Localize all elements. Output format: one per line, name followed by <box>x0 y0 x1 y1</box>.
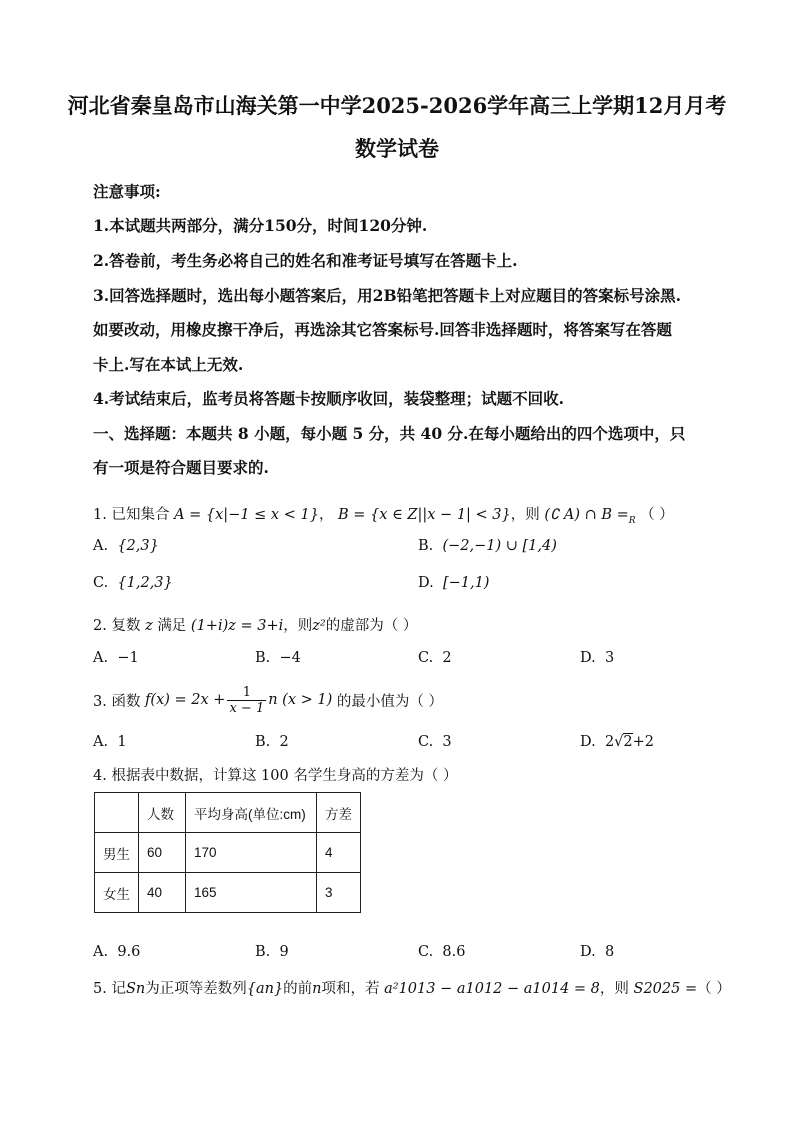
q2-option-a <box>93 650 139 666</box>
q2-stem <box>93 614 417 635</box>
q3-option-d <box>580 734 654 750</box>
table-cell: 女生 <box>95 873 139 913</box>
table-header-cell <box>95 793 139 833</box>
table-cell: 4 <box>317 833 361 873</box>
notice-item-3-line1: 3.回答选择题时，选出每小题答案后，用2B铅笔把答题卡上对应题目的答案标号涂黑. <box>93 286 681 305</box>
q5-equation: a²1013 − a1012 − a1014 = 8 <box>384 981 600 997</box>
q1-then: ，则 <box>510 507 540 523</box>
table-row <box>95 873 361 913</box>
q1-option-d <box>418 575 489 591</box>
option-label: C. <box>93 575 109 591</box>
option-value: {1,2,3} <box>117 575 173 591</box>
option-value: 3 <box>442 734 452 750</box>
option-label: C. <box>418 944 434 960</box>
q3-function: f(x) = 2x + <box>145 692 226 708</box>
table-header-cell: 平均身高(单位:cm) <box>186 793 317 833</box>
option-label: C. <box>418 734 434 750</box>
option-value: 2 <box>442 650 452 666</box>
q4-option-c <box>418 944 465 960</box>
notice-item-1: 1.本试题共两部分，满分150分，时间120分钟. <box>93 216 428 235</box>
q5-text3: 项和，若 <box>321 981 380 997</box>
q4-option-a <box>93 944 140 960</box>
option-value: (−2,−1) ∪ [1,4) <box>442 538 557 554</box>
q5-prefix: 5. 记 <box>93 981 126 997</box>
table-header-row <box>95 793 361 833</box>
q3-option-c <box>418 734 452 750</box>
q3-suffix: 的最小值为（ ） <box>336 693 443 710</box>
q3-condition: n (x > 1) <box>268 692 333 708</box>
table-cell: 40 <box>139 873 186 913</box>
option-label: A. <box>93 538 109 554</box>
option-label: B. <box>255 734 271 750</box>
q1-expression-text: (∁ A) ∩ B = <box>544 507 629 523</box>
q5-answer-paren: （ ） <box>697 981 731 997</box>
option-value: 8.6 <box>442 944 466 960</box>
option-value: −1 <box>117 650 139 666</box>
q1-separator: ， <box>318 507 334 523</box>
q5-sn: Sn <box>125 981 146 997</box>
q2-option-b <box>255 650 301 666</box>
option-value-tail: +2 <box>632 734 655 750</box>
q2-then: ，则 <box>283 618 313 634</box>
table-cell: 男生 <box>95 833 139 873</box>
section-heading-line1: 一、选择题：本题共 8 小题，每小题 5 分，共 40 分.在每小题给出的四个选项中，只 <box>93 424 686 443</box>
option-value-radicand: 2 <box>623 734 633 750</box>
option-value: 9 <box>279 944 289 960</box>
option-label: B. <box>418 538 434 554</box>
q3-fraction-denominator: x − 1 <box>229 700 265 716</box>
q3-option-a <box>93 734 127 750</box>
option-value: 2 <box>279 734 289 750</box>
q1-option-b <box>418 538 557 554</box>
q2-equation: (1+i)z = 3+i <box>190 618 284 634</box>
option-value-coef: 2 <box>604 734 615 750</box>
option-label: A. <box>93 734 109 750</box>
table-cell: 60 <box>139 833 186 873</box>
option-label: A. <box>93 650 109 666</box>
q5-stem <box>93 977 731 998</box>
q2-prefix: 2. 复数 <box>93 618 141 634</box>
q1-prefix: 1. 已知集合 <box>93 507 170 523</box>
notice-item-3-line3: 卡上.写在本试上无效. <box>93 355 244 374</box>
notice-item-2: 2.答卷前，考生务必将自己的姓名和准考证号填写在答题卡上. <box>93 251 518 270</box>
q1-set-a: A = {x|−1 ≤ x < 1} <box>174 507 319 523</box>
option-label: A. <box>93 944 109 960</box>
q5-then: ，则 <box>599 981 629 997</box>
q1-stem <box>93 503 674 526</box>
q3-fraction-numerator: 1 <box>242 684 251 700</box>
option-value: 8 <box>604 944 615 960</box>
q4-option-b <box>255 944 289 960</box>
q2-option-c <box>418 650 452 666</box>
table-cell: 170 <box>186 833 317 873</box>
table-header-cell: 方差 <box>317 793 361 833</box>
option-value: [−1,1) <box>442 575 490 591</box>
notice-item-3-line2: 如要改动，用橡皮擦干净后，再选涂其它答案标号.回答非选择题时，将答案写在答题 <box>93 320 672 339</box>
table-cell: 165 <box>186 873 317 913</box>
section-heading-line2: 有一项是符合题目要求的. <box>93 458 269 477</box>
q1-option-c <box>93 575 173 591</box>
q1-option-a <box>93 538 159 554</box>
q1-expression <box>544 507 636 526</box>
table-header-cell: 人数 <box>139 793 186 833</box>
option-value: 3 <box>604 650 615 666</box>
q5-text1: 为正项等差数列 <box>145 981 247 997</box>
option-label: C. <box>418 650 434 666</box>
q2-variable: z <box>145 618 153 634</box>
q1-expression-subscript: R <box>628 515 636 526</box>
q5-text2: 的前 <box>283 981 313 997</box>
q1-set-b: B = {x ∈ Z||x − 1| < 3} <box>338 507 511 523</box>
option-label: B. <box>255 650 271 666</box>
table-row <box>95 833 361 873</box>
q4-option-d <box>580 944 614 960</box>
q3-prefix: 3. 函数 <box>93 693 141 710</box>
option-value: −4 <box>279 650 301 666</box>
notice-item-4: 4.考试结束后，监考员将答题卡按顺序收回，装袋整理；试题不回收. <box>93 389 565 408</box>
q5-sequence: {an} <box>246 981 284 997</box>
option-label: D. <box>418 575 434 591</box>
option-value: 9.6 <box>117 944 141 960</box>
q4-stem: 4. 根据表中数据，计算这 100 名学生身高的方差为（ ） <box>93 768 458 784</box>
q2-mid: 满足 <box>157 618 187 634</box>
exam-title-line2: 数学试卷 <box>355 136 439 161</box>
q5-n: n <box>312 981 322 997</box>
q1-answer-paren: （ ） <box>640 507 674 523</box>
q3-stem <box>93 680 443 720</box>
option-label: D. <box>580 650 596 666</box>
q2-option-d <box>580 650 614 666</box>
q5-s2025: S2025 = <box>633 981 698 997</box>
option-label: B. <box>255 944 271 960</box>
q2-suffix: 的虚部为（ ） <box>325 618 418 634</box>
q3-option-b <box>255 734 289 750</box>
option-value: {2,3} <box>117 538 159 554</box>
option-label: D. <box>580 734 596 750</box>
q2-z-squared: z² <box>312 618 326 634</box>
table-cell: 3 <box>317 873 361 913</box>
option-value: 1 <box>117 734 127 750</box>
q4-data-table <box>94 792 361 913</box>
q3-fraction <box>227 685 266 716</box>
exam-title-line1: 河北省秦皇岛市山海关第一中学2025-2026学年高三上学期12月月考 <box>67 93 727 118</box>
sqrt-icon: √ <box>614 734 624 750</box>
option-label: D. <box>580 944 596 960</box>
notice-heading: 注意事项: <box>93 182 161 201</box>
